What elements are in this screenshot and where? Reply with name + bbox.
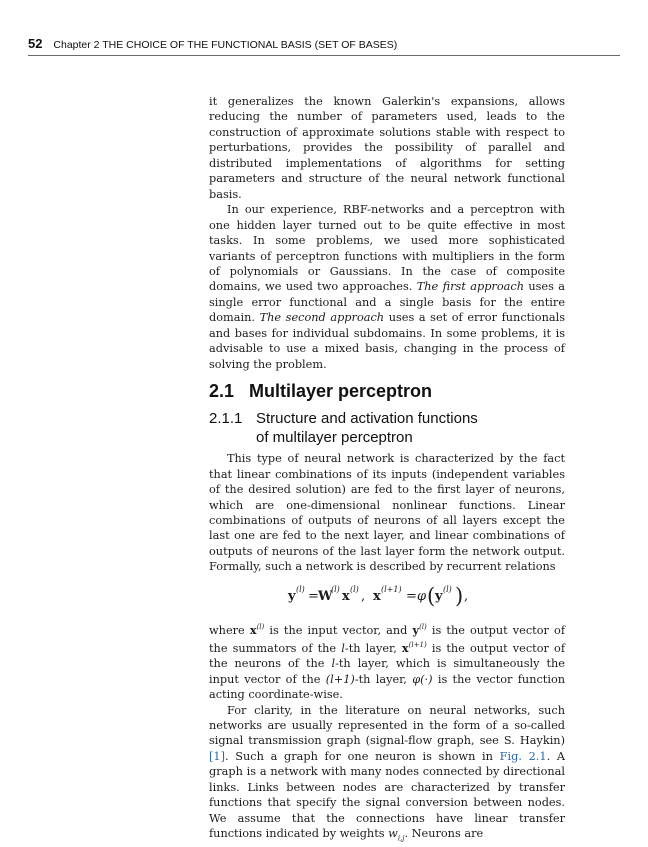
paragraph-4 [209,620,565,703]
paragraph-1: it generalizes the known Galerkin's expansions, allows reducing the number of parameters used, leads to the construction of approximate solutions stable with respect to perturbations, provides the possibility of parallel and distributed implementations of algorithms for setting parameters and structure of the neural network functional basis. [209,95,565,201]
header-rule [28,55,620,56]
p4-x-sup: (l) [256,622,265,631]
p4-phi: φ(·) [412,672,433,686]
subsection-heading [209,409,565,447]
formula-y2-sup: (l) [443,584,452,594]
formula-rparen: ) [455,583,464,608]
p5-text2: . Such a graph for one neuron is shown in [225,749,493,763]
para2-intro: In our experience, RBF-networks and a perceptron with one hidden layer turned out to be quite effective in most tasks. In some problems, we used more sophisticated variants of perceptron functions with multipliers in the form of polynomials or Gaussians. In the case of composite domains, we used two approaches. [209,203,565,294]
formula-eq2: = [406,588,417,604]
p4-x2: x [401,640,409,655]
subsection-title-line1: Structure and activation functions [256,410,478,428]
formula-eq1: = [308,588,319,604]
formula-x: x [342,588,350,604]
section-number: 2.1 [209,381,235,402]
formula-y: y [288,588,296,604]
figure-link-2-1[interactable]: Fig. 2.1 [499,749,547,763]
formula-phi: φ [417,588,427,604]
subsection-title [256,409,478,447]
second-approach-label: The second approach [259,311,385,325]
running-title: Chapter 2 THE CHOICE OF THE FUNCTIONAL BASIS (SET OF BASES) [53,39,398,51]
p4-text3: is the output vector of the summators of the [209,623,565,655]
p5-text4: . Neurons are [404,827,484,841]
recurrent-relations-formula [209,581,565,611]
paragraph-3: This type of neural network is characterized by the fact that linear combinations of its inputs (independent variables of the desired solution) are fed to the first layer of neurons, which are one-dimensional nonlinear functions. Linear combinations of outputs of neurons of all layers except the last one are fed to the next layer, and linear combinations of outputs of neurons of the last layer form the network output. Formally, such a network is described by recurrent relations [209,452,565,574]
running-header [28,36,620,56]
formula-y2: y [435,588,443,604]
p4-l2: l [331,657,336,671]
formula-comma2: , [464,588,469,604]
p4-x2-sup: (l+1) [408,641,427,649]
p4-text7: -th layer, [354,672,407,686]
formula-x2-sup: (l+1) [381,584,402,594]
second-approach-text: uses a set of error functionals and bases for individual subdomains. In some problems, it is advisable to use a mixed basis, changing in the process of solving the problem. [209,311,566,371]
p5-w: w [388,827,398,841]
page-body [209,94,565,847]
formula-W-sup: (l) [331,584,340,594]
section-heading [209,381,565,402]
p4-y-sup: (l) [419,622,427,631]
page-number: 52 [28,36,43,51]
p4-text6: -th layer, which is simultaneously the input vector of the [209,657,565,686]
formula-lparen: ( [427,583,436,608]
formula-svg [272,581,502,611]
first-approach-text: uses a single error functional and a single basis for the entire domain. [209,280,566,325]
p5-text1: For clarity, in the literature on neural networks, such networks are usually represented in the form of a so-called signal transmission graph (signal-flow graph, see S. Haykin) [209,703,565,748]
p4-text8: is the vector function acting coordinate-wise. [209,672,566,702]
p4-text5: is the output vector of the neurons of the [209,641,566,671]
p4-text2: is the input vector, and [269,623,408,637]
subsection-title-line2: of multilayer perceptron [256,429,413,447]
p4-x: x [249,622,257,637]
p5-w-sub: i,j [397,834,405,843]
ref-link-1[interactable]: [1] [209,749,226,763]
formula-y-sup: (l) [296,584,305,594]
formula-comma1: , [361,588,366,604]
p4-l1: (l+1) [325,672,355,686]
paragraph-5 [209,703,565,847]
paragraph-2 [209,202,565,372]
section-title: Multilayer perceptron [249,381,433,402]
subsection-number: 2.1.1 [209,410,243,428]
p4-where: where [209,623,245,637]
p4-text4: -th layer, [344,641,397,655]
formula-x2: x [373,588,381,604]
formula-W: W [318,588,333,604]
p5-text3: . A graph is a network with many nodes connected by directional links. Links between nodes are characterized by transfer functions that specify the signal conversion between nodes. We assume that the connections have linear transfer functions indicated by weights [209,749,565,841]
first-approach-label: The first approach [416,280,524,294]
p4-y: y [412,622,420,637]
formula-x-sup: (l) [350,584,359,594]
p4-l: l [341,641,345,655]
